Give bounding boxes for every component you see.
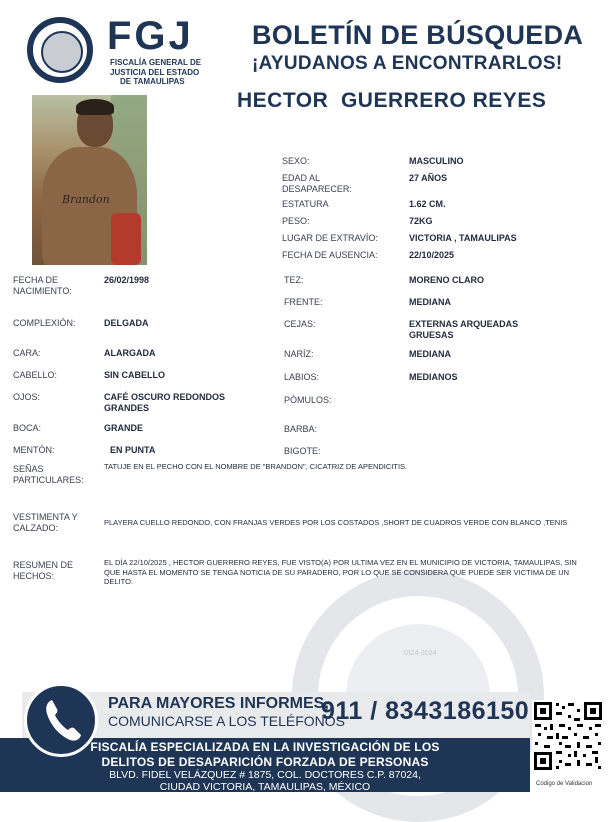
bulletin-title: BOLETÍN DE BÚSQUEDA [252,20,584,50]
field-value-complexion: DELGADA [104,318,149,328]
field-label-senas: SEÑAS PARTICULARES: [13,464,84,485]
field-label-estatura: ESTATURA [282,199,329,209]
agency-name-line2: DELITOS DE DESAPARICIÓN FORZADA DE PERSONAS [101,755,429,769]
watermark-years: 1824-2024 [403,650,437,657]
field-value-cejas: EXTERNAS ARQUEADAS GRUESAS [409,319,519,340]
field-label-cara: CARA: [13,348,41,358]
field-label-bigote: BIGOTE: [284,446,321,456]
field-label-ojos: OJOS: [13,392,41,402]
field-value-boca: GRANDE [104,423,144,433]
fgj-logo-text: FGJ [107,14,194,58]
field-label-menton: MENTÓN: [13,445,55,455]
field-label-nariz: NARÍZ: [284,349,314,359]
field-label-cejas: CEJAS: [284,319,316,329]
missing-person-name: HECTOR GUERRERO REYES [237,89,547,112]
field-label-frente: FRENTE: [284,297,323,307]
tattoo-text: Brandon [62,193,110,206]
field-label-vestimenta: VESTIMENTA Y CALZADO: [13,512,78,533]
bulletin-subtitle: ¡AYUDANOS A ENCONTRARLOS! [252,53,563,74]
agency-name-line1: FISCALÍA ESPECIALIZADA EN LA INVESTIGACIÓN DE LOS [90,740,440,754]
field-label-edad: EDAD AL DESAPARECER: [282,173,352,194]
info-subtitle: COMUNICARSE A LOS TELÉFONOS [108,713,346,729]
info-title: PARA MAYORES INFORMES, [108,695,329,712]
field-value-estatura: 1.62 CM. [409,199,446,209]
field-value-frente: MEDIANA [409,297,451,307]
field-label-sexo: SEXO: [282,156,310,166]
field-label-labios: LABIOS: [284,372,320,382]
field-value-nacimiento: 26/02/1998 [104,275,150,285]
field-value-labios: MEDIANOS [409,372,458,382]
field-value-senas: TATUJE EN EL PECHO CON EL NOMBRE DE "BRANDON", CICATRIZ DE APENDICITIS. [104,462,408,471]
agency-address-line2: CIUDAD VICTORIA, TAMAULIPAS, MÉXICO [159,781,371,793]
field-label-peso: PESO: [282,216,310,226]
contact-phone: 911 / 8343186150 [321,697,530,725]
field-value-tez: MORENO CLARO [409,275,484,285]
missing-person-photo [32,95,147,265]
field-value-vestimenta: PLAYERA CUELLO REDONDO, CON FRANJAS VERDES POR LOS COSTADOS ,SHORT DE CUADROS VERDE CON BLANCO ,TENIS [104,518,568,527]
fgj-logo-subtitle: FISCALÍA GENERAL DE JUSTICIA DEL ESTADO DE TAMAULIPAS [110,58,202,86]
field-label-fecha-ausencia: FECHA DE AUSENCIA: [282,250,378,260]
field-label-complexion: COMPLEXIÓN: [13,318,76,328]
field-label-lugar: LUGAR DE EXTRAVÍO: [282,233,378,243]
field-value-lugar: VICTORIA , TAMAULIPAS [409,233,517,243]
field-label-barba: BARBA: [284,424,318,434]
field-label-resumen: RESUMEN DE HECHOS: [13,560,74,581]
qr-code-icon[interactable] [532,700,604,772]
field-value-edad: 27 AÑOS [409,173,448,183]
field-value-fecha-ausencia: 22/10/2025 [409,250,455,260]
field-value-cabello: SIN CABELLO [104,370,166,380]
qr-code-label: Codigo de Validacion [536,781,593,787]
field-value-cara: ALARGADA [104,348,156,358]
field-value-peso: 72KG [409,216,433,226]
phone-icon [43,698,83,742]
field-value-resumen: EL DÍA 22/10/2025 , HECTOR GUERRERO REYES, FUE VISTO(A) POR ULTIMA VEZ EN EL MUNICIPIO DE VICTORIA, TAMAULIPAS, SIN QUE HASTA EL MOMENTO SE TENGA NOTICIA DE SU PARADERO, POR LO QUE SE CONSIDERA QUE PUEDE SER VICTIMA DE UN DELITO. [104,558,577,586]
field-label-pomulos: PÓMULOS: [284,395,332,405]
field-value-nariz: MEDIANA [409,349,451,359]
agency-address-line1: BLVD. FIDEL VELÁZQUEZ # 1875, COL. DOCTORES C.P. 87024, [109,769,421,781]
field-label-cabello: CABELLO: [13,370,58,380]
fgj-seal-logo [27,17,93,83]
field-label-nacimiento: FECHA DE NACIMIENTO: [13,275,72,296]
field-value-menton: EN PUNTA [110,445,156,455]
field-label-tez: TEZ: [284,275,304,285]
field-value-ojos: CAFÉ OSCURO REDONDOS GRANDES [104,392,226,413]
field-value-sexo: MASCULINO [409,156,464,166]
field-label-boca: BOCA: [13,423,42,433]
